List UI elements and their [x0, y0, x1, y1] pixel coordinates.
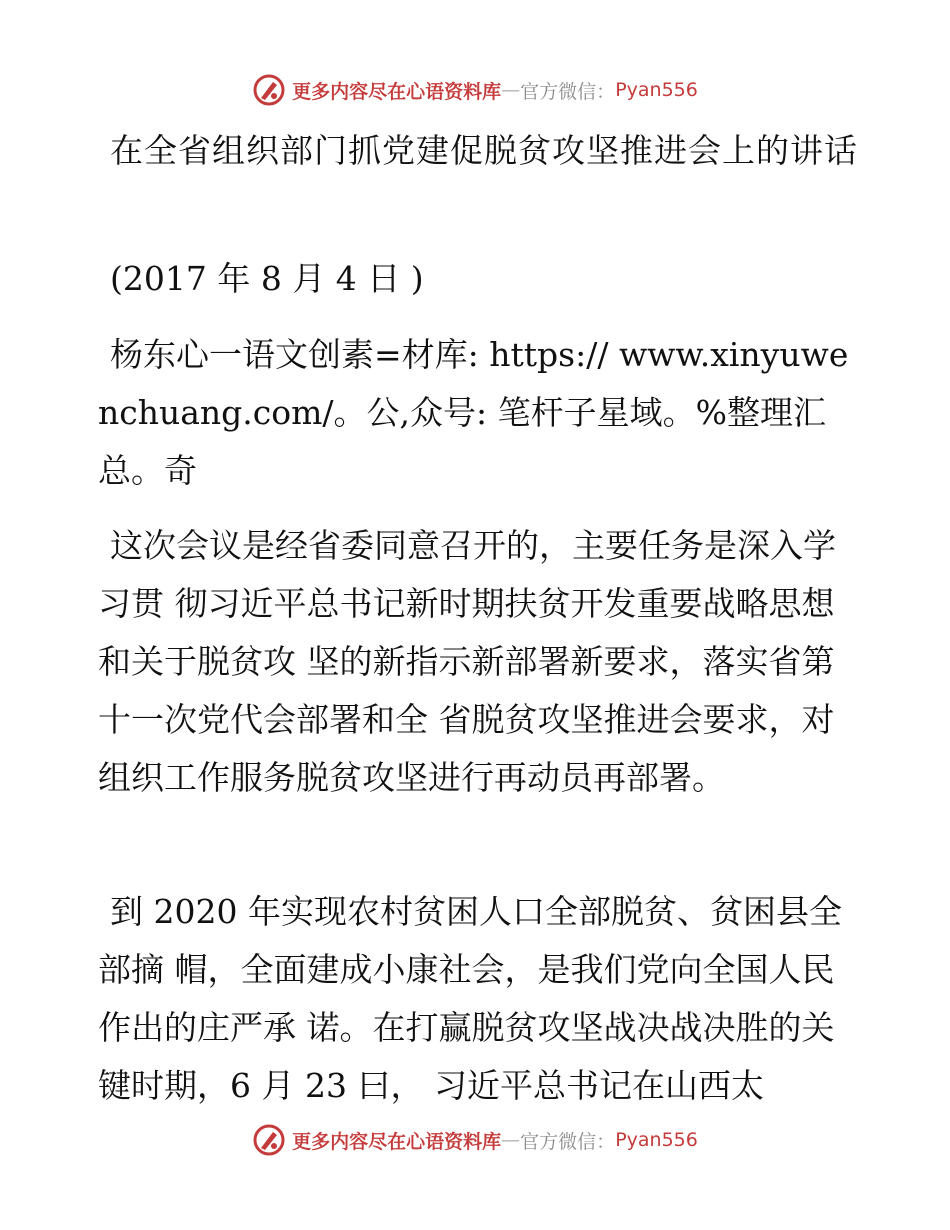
paragraph: 这次会议是经省委同意召开的，主要任务是深入学习贯 彻习近平总书记新时期扶贫开发重要战略思想和关于脱贫攻 坚的新指示新部署新要求，落实省第十一次党代会部署和全 省脱贫攻坚推进会要求，对组织工作服务脱贫攻坚进行再动员再部署。	[98, 526, 836, 797]
watermark-main-text: 更多内容尽在心语资料库	[292, 80, 502, 103]
pen-logo-icon	[252, 73, 286, 107]
document-date: (2017 年 8 月 4 日 )	[110, 259, 424, 298]
watermark-official-label: 官方微信：	[520, 80, 616, 103]
page-title: 在全省组织部门抓党建促脱贫攻坚推进会上的讲话	[110, 131, 858, 170]
watermark-account-id: Pyan556	[615, 79, 698, 101]
watermark-official-label: 官方微信：	[520, 1130, 616, 1153]
watermark-main-text: 更多内容尽在心语资料库	[292, 1130, 502, 1153]
source-line: 杨东心一语文创素=材库: https:// www.xinyuwenchuang.com/。公,众号: 笔杆子星域。%整理汇总。奇	[98, 335, 849, 490]
watermark-account-id: Pyan556	[615, 1129, 698, 1151]
paragraph: 到 2020 年实现农村贫困人口全部脱贫、贫困县全部摘 帽，全面建成小康社会，是我们党向全国人民作出的庄严承 诺。在打赢脱贫攻坚战决战决胜的关键时期，6 月 23 曰， 习近平总书记在山西太	[98, 892, 842, 1105]
pen-logo-icon	[252, 1123, 286, 1157]
watermark-separator: —	[501, 1129, 521, 1151]
watermark-separator: —	[501, 79, 521, 101]
footer-watermark	[0, 1120, 950, 1160]
header-watermark	[0, 70, 950, 110]
